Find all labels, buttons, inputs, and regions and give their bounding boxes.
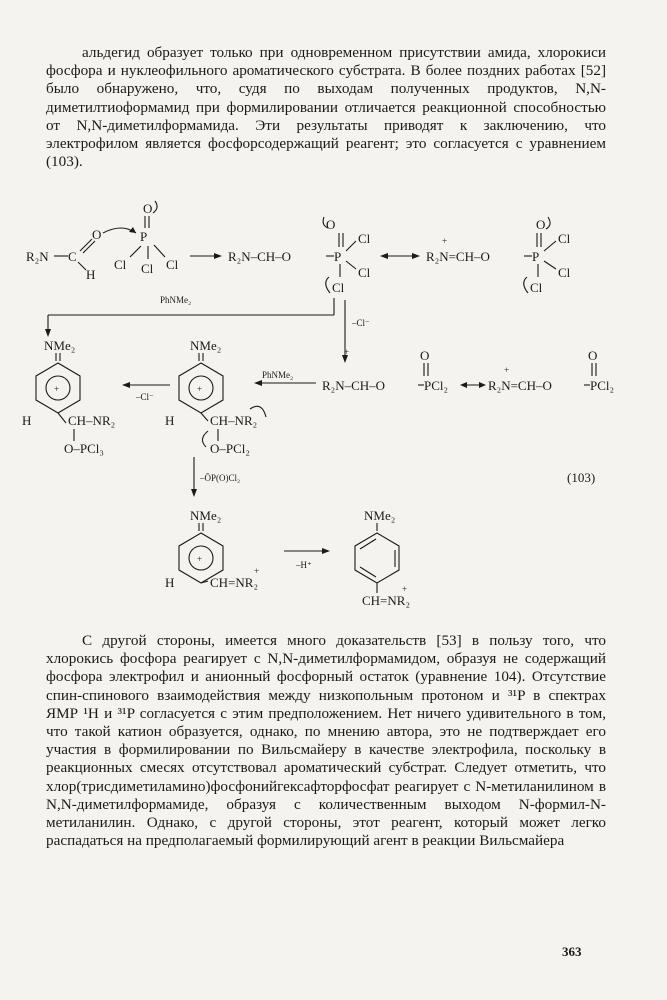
- h-bottom: H: [165, 575, 175, 590]
- r2n-label: R₂N: [26, 249, 49, 264]
- cl-1: Cl: [114, 257, 127, 272]
- nme2-product: NMe₂: [364, 508, 396, 523]
- intermediate-p: P: [334, 249, 342, 264]
- ch-nr2-bottom: CH=NR₂: [210, 575, 258, 590]
- row2-o: O: [420, 348, 430, 363]
- plus-ring-bottom: +: [197, 554, 203, 564]
- plus-product-n: +: [402, 584, 408, 594]
- minus-opocl2: –ŌP(O)Cl₂: [200, 473, 241, 483]
- poc-o: O: [143, 201, 153, 216]
- cl-3: Cl: [166, 257, 179, 272]
- minus-cl-vertical: –Cl⁻: [352, 318, 370, 328]
- phosphorus-label: P: [140, 229, 148, 244]
- plus-row2-n: +: [504, 365, 510, 375]
- row2-iminium-o: O: [588, 348, 598, 363]
- iminium-cl-2: Cl: [558, 265, 571, 280]
- reagent-phnme2-mid: PhNMe₂: [262, 370, 294, 380]
- plus-ring-mid: +: [197, 384, 203, 394]
- opcl3-left: O–PCl₃: [64, 441, 104, 456]
- minus-h: –H⁺: [296, 560, 312, 570]
- paragraph-top: [46, 44, 606, 171]
- intermediate-r2n: R₂N–CH–O: [228, 249, 292, 264]
- paragraph-bottom-text: С другой стороны, имеется много доказательств [53] в пользу того, что хлорокись фосфора реагирует с N,N-диметилформамидом, образуя не содержащий фосфора электрофил и анионный фосфорный остаток (уравнение 104). Отсутствие спин-спинового взаимодействия между низкопольным протоном и ³¹P в спектрах ЯМР ¹H и ³¹P согласуется с этим предположением. Нет ничего удивительного в том, что такой катион образуется, однако, по мнению автора, это не подтверждает его участия в формилировании по Вильсмайеру в качестве электрофила, поскольку в реакционных смесях отсутствовал ароматический субстрат. Следует отметить, что хлор(трисдиметиламино)фосфонийгексафторфосфат реагирует с N-метиланилином в N,N-диметилформамиде, образуя с количественным выходом N-формил-N-метиланилин. Однако, с другой стороны, этот реагент, который может легко распадаться на предполагаемый формилирующий агент в реакции Вильсмайера: [46, 632, 606, 850]
- plus-row2-ch: +: [344, 347, 350, 357]
- row2-pcl2: PCl₂: [424, 378, 449, 393]
- iminium-o: O: [536, 217, 546, 232]
- cl-2: Cl: [141, 261, 154, 276]
- row2-iminium-pcl2: PCl₂: [590, 378, 615, 393]
- row2-iminium: R₂N=CH–O: [488, 378, 552, 393]
- iminium-cl-3: Cl: [530, 280, 543, 295]
- nme2-mid: NMe₂: [190, 338, 222, 353]
- plus-ring-left: +: [54, 384, 60, 394]
- iminium-cl-1: Cl: [558, 231, 571, 246]
- carbon-label: C: [68, 249, 77, 264]
- hydrogen-label: H: [86, 267, 96, 282]
- minus-cl-horizontal: –Cl⁻: [136, 392, 154, 402]
- nme2-bottom-left: NMe₂: [190, 508, 222, 523]
- intermediate-cl-1: Cl: [358, 231, 371, 246]
- intermediate-cl-3: Cl: [332, 280, 345, 295]
- reaction-scheme: [0, 195, 667, 625]
- row2-r2n: R₂N–CH–O: [322, 378, 386, 393]
- intermediate-o: O: [326, 217, 336, 232]
- reagent-phnme2-top: PhNMe₂: [160, 295, 192, 305]
- h-left: H: [22, 413, 32, 428]
- h-mid: H: [165, 413, 175, 428]
- iminium-p: P: [532, 249, 540, 264]
- nme2-left: NMe₂: [44, 338, 76, 353]
- paragraph-bottom: [46, 632, 606, 850]
- ch-nr2-mid: CH–NR₂: [210, 413, 258, 428]
- paragraph-top-text: альдегид образует только при одновременном присутствии амида, хлорокиси фосфора и нуклеофильного ароматического субстрата. В более поздних работах [52] было обнаружено, что, судя по выходам полученных продуктов, N,N-диметилтиоформамид при формилировании отличается реакционной способностью от N,N-диметилформамида. Эти результаты приводят к заключению, что электрофилом является фосфорсодержащий реагент; это согласуется с уравнением (103).: [46, 44, 606, 171]
- ch-nr2-left: CH–NR₂: [68, 413, 116, 428]
- equation-number: (103): [567, 470, 596, 485]
- plus-bottom-n: +: [254, 566, 260, 576]
- intermediate-cl-2: Cl: [358, 265, 371, 280]
- page-number: 363: [562, 944, 582, 959]
- ch-nr2-product: CH=NR₂: [362, 593, 410, 608]
- oxygen-label: O: [92, 227, 102, 242]
- iminium-r2n: R₂N=CH–O: [426, 249, 490, 264]
- opcl2-mid: O–PCl₂: [210, 441, 250, 456]
- plus-1: +: [442, 236, 448, 246]
